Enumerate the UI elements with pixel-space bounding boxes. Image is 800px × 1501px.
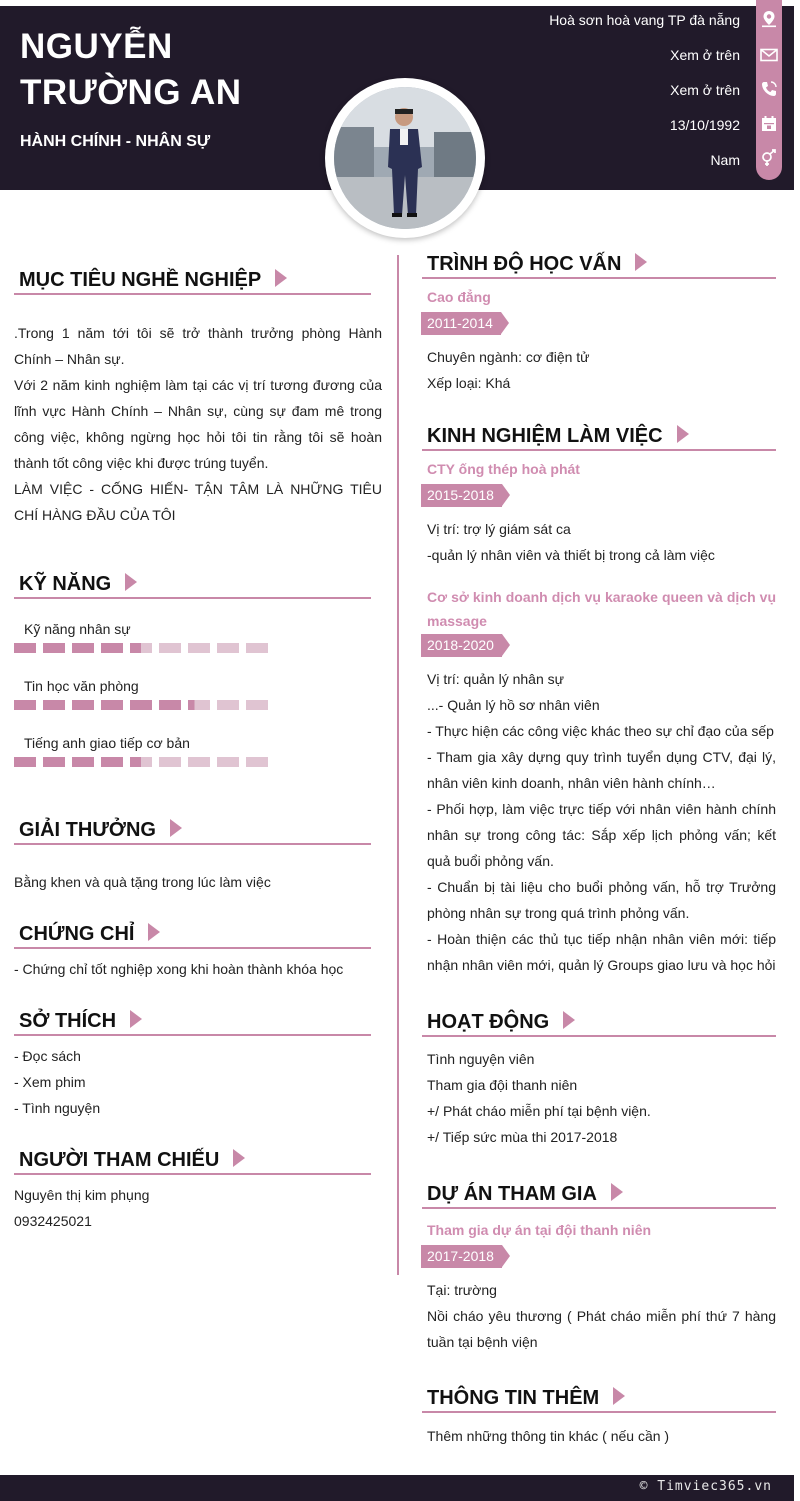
heading-arrow-icon [677,425,689,443]
skill-bar [14,700,274,710]
job-title: HÀNH CHÍNH - NHÂN SỰ [20,133,211,150]
hobby-item: - Đọc sách [14,1048,81,1064]
skills-heading: KỸ NĂNG [19,573,137,596]
hobbies-underline [14,1034,371,1036]
skill-label: Tin học văn phòng [24,678,139,694]
job-period-tag: 2015-2018 [421,484,502,507]
job-line: - Thực hiện các công việc khác theo sự chỉ đạo của sếp [427,723,774,739]
email-text: Xem ở trên [670,47,740,63]
skill-segment [43,757,65,767]
job-line: - Phối hợp, làm việc trực tiếp với nhân viên hành chính nhân sự trong công tác: Sắp xếp lịch phỏng vấn; kết quả buổi phỏng vấn. [427,801,776,869]
skill-segment [14,700,36,710]
activity-item: Tình nguyện viên [427,1051,535,1067]
heading-arrow-icon [125,573,137,591]
skill-segment [188,757,210,767]
column-divider [397,255,399,1275]
skill-label: Tiếng anh giao tiếp cơ bản [24,735,190,751]
references-heading: NGƯỜI THAM CHIẾU [19,1149,245,1172]
heading-arrow-icon [613,1387,625,1405]
activity-item: +/ Phát cháo miễn phí tại bệnh viện. [427,1103,651,1119]
objective-paragraph-1: .Trong 1 năm tới tôi sẽ trở thành trưởng phòng Hành Chính – Nhân sự. [14,325,382,367]
skill-segment [72,700,94,710]
skill-segment [217,757,239,767]
awards-text: Bằng khen và quà tặng trong lúc làm việc [14,874,271,890]
email-icon [760,46,778,64]
calendar-icon [760,115,778,133]
project-name: Tham gia dự án tại đội thanh niên [427,1222,652,1238]
skill-bar [14,643,274,653]
objective-underline [14,293,371,295]
extra-heading: THÔNG TIN THÊM [427,1387,625,1410]
job-line: ...- Quản lý hồ sơ nhân viên [427,697,600,713]
skill-segment [43,643,65,653]
education-period-tag: 2011-2014 [421,312,501,335]
education-major: Chuyên ngành: cơ điện tử [427,349,590,365]
skill-segment [246,757,268,767]
heading-arrow-icon [275,269,287,287]
skill-segment [14,757,36,767]
skill-bar [14,757,274,767]
skill-segment [159,643,181,653]
hobby-item: - Tình nguyện [14,1100,101,1116]
address-text: Hoà sơn hoà vang TP đà nẵng [549,12,740,28]
skill-segment [188,643,210,653]
projects-heading: DỰ ÁN THAM GIA [427,1183,623,1206]
awards-underline [14,843,371,845]
project-place: Tại: trường [427,1282,497,1298]
skill-segment [130,757,152,767]
activity-item: +/ Tiếp sức mùa thi 2017-2018 [427,1129,618,1145]
job-period-tag: 2018-2020 [421,634,502,657]
skill-segment [43,700,65,710]
projects-underline [422,1207,776,1209]
extra-text: Thêm những thông tin khác ( nếu cần ) [427,1428,670,1444]
candidate-name: NGUYỄN TRƯỜNG AN [20,27,242,112]
extra-underline [422,1411,776,1413]
activity-item: Tham gia đội thanh niên [427,1077,578,1093]
activities-underline [422,1035,776,1037]
heading-arrow-icon [148,923,160,941]
reference-name: Nguyên thị kim phụng [14,1187,150,1203]
heading-arrow-icon [233,1149,245,1167]
footer-brand: © Timviec365.vn [639,1479,772,1494]
location-icon [760,10,778,28]
skill-segment [217,700,239,710]
references-underline [14,1173,371,1175]
job-line: - Chuẩn bị tài liệu cho buổi phỏng vấn, hỗ trợ Trưởng phòng nhân sự trong quá trình phỏng vấn. [427,879,776,921]
skill-segment [101,757,123,767]
birthday-text: 13/10/1992 [669,117,740,133]
skill-segment [188,700,210,710]
hobbies-heading: SỞ THÍCH [19,1010,142,1033]
hobby-item: - Xem phim [14,1074,86,1090]
skill-segment [72,643,94,653]
skill-segment [72,757,94,767]
job-line: - Hoàn thiện các thủ tục tiếp nhận nhân viên mới: tiếp nhận nhân viên mới, quản lý Groups giao lưu và học hỏi [427,931,776,973]
skill-segment [130,643,152,653]
job-line: -quản lý nhân viên và thiết bị trong cả làm việc [427,547,715,563]
phone-icon [760,80,778,98]
project-period-tag: 2017-2018 [421,1245,502,1268]
education-heading: TRÌNH ĐỘ HỌC VẤN [427,253,647,276]
skill-segment [101,700,123,710]
heading-arrow-icon [635,253,647,271]
certificates-underline [14,947,371,949]
reference-phone: 0932425021 [14,1213,92,1229]
job-company: Cơ sở kinh doanh dịch vụ karaoke queen và dịch vụ massage [427,589,776,629]
heading-arrow-icon [563,1011,575,1029]
skill-segment [159,757,181,767]
experience-underline [422,449,776,451]
skill-segment [246,643,268,653]
skill-segment [130,700,152,710]
phone-text: Xem ở trên [670,82,740,98]
job-line: Vị trí: quản lý nhân sự [427,671,564,687]
skill-segment [159,700,181,710]
heading-arrow-icon [611,1183,623,1201]
skill-segment [14,643,36,653]
job-line: - Tham gia xây dựng quy trình tuyển dụng CTV, đại lý, nhân viên kinh doanh, nhân viên hành chính… [427,749,776,791]
heading-arrow-icon [130,1010,142,1028]
gender-icon [760,149,778,167]
certificates-heading: CHỨNG CHỈ [19,923,160,946]
activities-heading: HOẠT ĐỘNG [427,1011,575,1034]
avatar [334,87,476,229]
heading-arrow-icon [170,819,182,837]
awards-heading: GIẢI THƯỞNG [19,819,182,842]
skill-segment [246,700,268,710]
experience-heading: KINH NGHIỆM LÀM VIỆC [427,425,689,448]
skill-label: Kỹ năng nhân sự [24,621,131,637]
project-description: Nồi cháo yêu thương ( Phát cháo miễn phí thứ 7 hàng tuần tại bệnh viện [427,1308,776,1350]
footer-band [0,1475,794,1501]
objective-paragraph-3: LÀM VIỆC - CỐNG HIẾN- TẬN TÂM LÀ NHỮNG TIÊU CHÍ HÀNG ĐẦU CỦA TÔI [14,481,382,523]
job-company: CTY ống thép hoà phát [427,461,580,477]
gender-text: Nam [710,152,740,168]
job-line: Vị trí: trợ lý giám sát ca [427,521,571,537]
objective-paragraph-2: Với 2 năm kinh nghiệm làm tại các vị trí tương đương của lĩnh vực Hành Chính – Nhân sự, cùng sự đam mê trong công việc, không ngừng học hỏi tôi tin rằng tôi sẽ hoàn thành tốt công việc khi được trúng tuyển. [14,377,382,471]
education-underline [422,277,776,279]
certificates-text: - Chứng chỉ tốt nghiệp xong khi hoàn thành khóa học [14,961,344,977]
skill-segment [217,643,239,653]
skill-segment [101,643,123,653]
objective-heading: MỤC TIÊU NGHỀ NGHIỆP [19,269,287,292]
skills-underline [14,597,371,599]
education-grade: Xếp loại: Khá [427,375,511,391]
education-school: Cao đẳng [427,289,491,305]
